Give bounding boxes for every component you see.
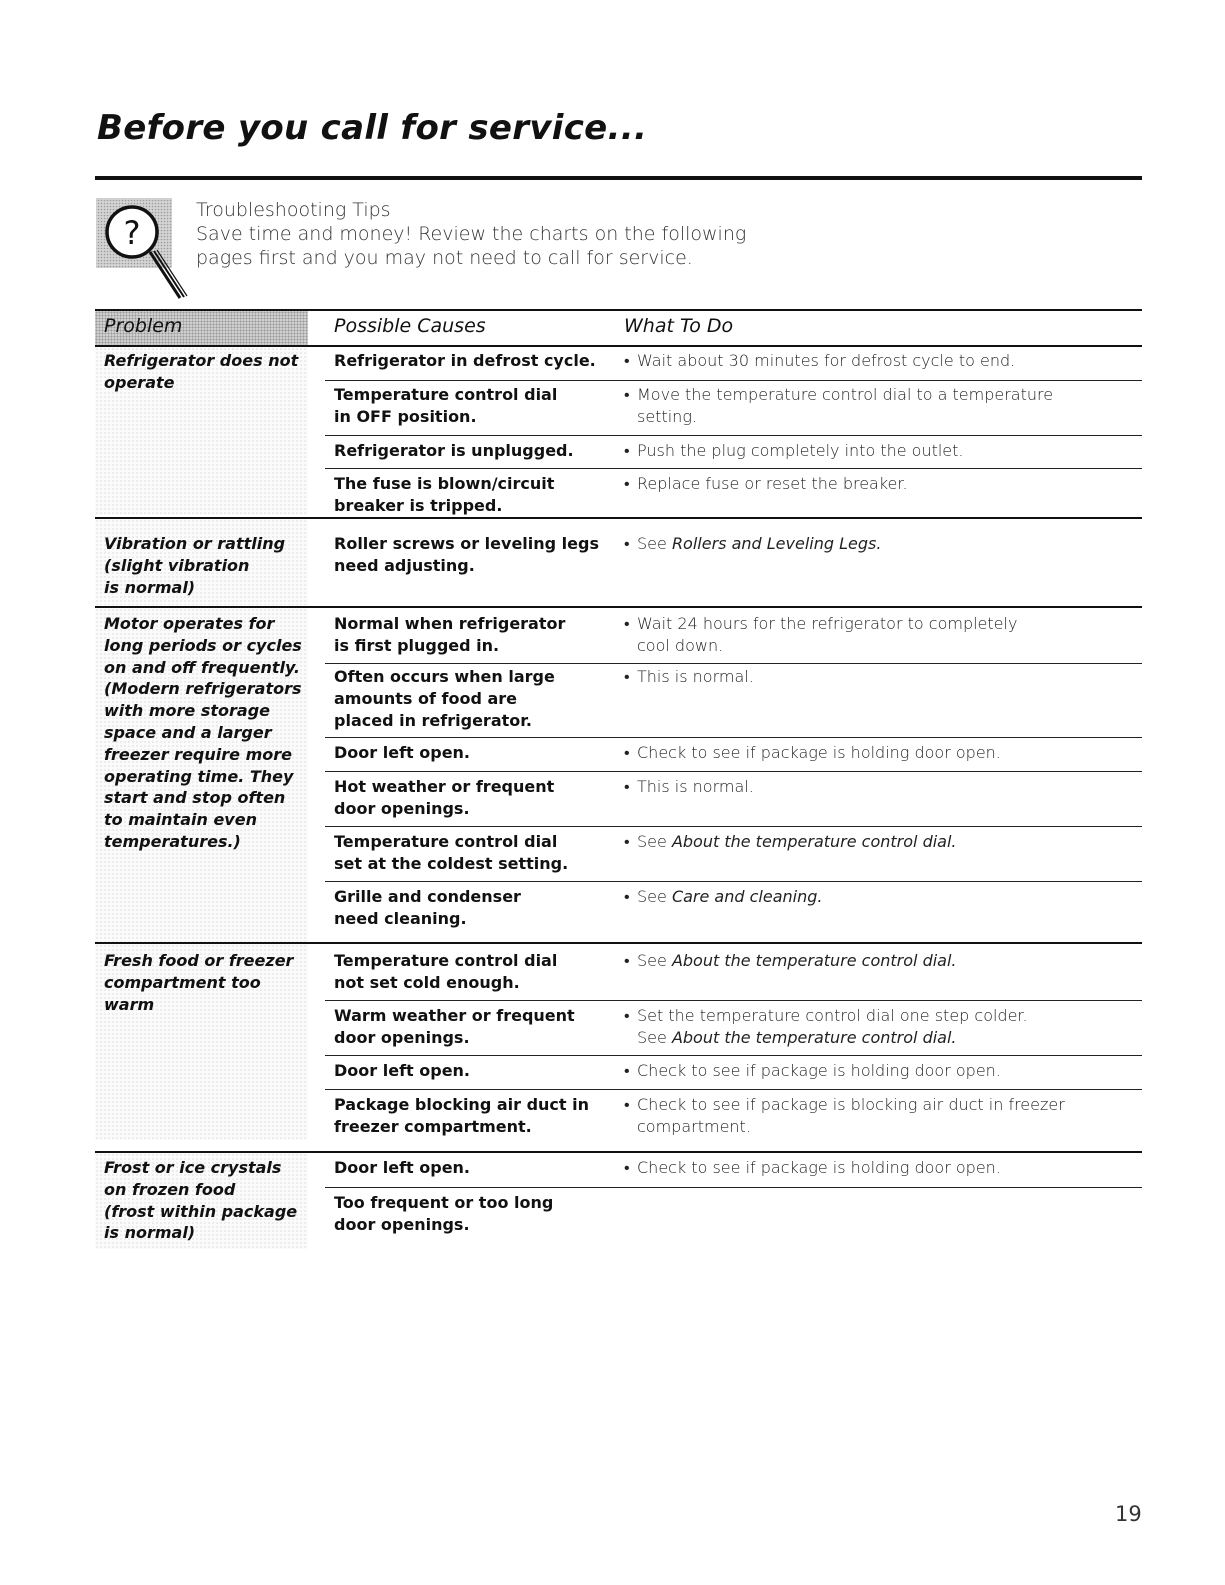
todo-line: Replace fuse or reset the breaker.: [637, 474, 908, 493]
problem-line: on frozen food: [104, 1179, 236, 1199]
cause-line: set at the coldest setting.: [334, 854, 569, 873]
cause-cell: [334, 1157, 604, 1179]
todo-cell: • This is normal.: [624, 777, 754, 796]
row-rule: [325, 1055, 1142, 1056]
todo-line: This is normal.: [637, 667, 754, 686]
todo-line: Wait about 30 minutes for defrost cycle to end.: [637, 351, 1016, 370]
cause-line: Refrigerator is unplugged.: [334, 441, 574, 460]
cause-cell: [334, 350, 604, 372]
svg-text:?: ?: [123, 214, 141, 252]
row-rule: [325, 826, 1142, 827]
problem-line: Motor operates for: [104, 614, 275, 633]
todo-prefix: See: [637, 951, 667, 970]
todo-reference: Rollers and Leveling Legs.: [671, 534, 882, 553]
todo-reference: About the temperature control dial.: [671, 951, 957, 970]
problem-line: (frost within package: [104, 1201, 298, 1221]
problem-line: Frost or ice crystals: [104, 1158, 282, 1177]
cause-line: Grille and condenser: [334, 887, 521, 906]
row-rule: [325, 1000, 1142, 1001]
tips-line-1: Save time and money! Review the charts on the following: [196, 223, 747, 245]
todo-prefix: See: [637, 534, 667, 553]
problem-line: Refrigerator does not: [104, 351, 299, 370]
troubleshooting-tips: [196, 198, 746, 270]
todo-reference: Care and cleaning.: [671, 887, 823, 906]
todo-line: compartment.: [637, 1117, 751, 1136]
problem-line: start and stop often: [104, 788, 286, 808]
row-rule: [325, 737, 1142, 738]
todo-cell: • See Rollers and Leveling Legs.: [624, 534, 882, 553]
problem-line: is normal): [104, 577, 196, 597]
row-rule: [325, 1187, 1142, 1188]
row-rule: [325, 1089, 1142, 1090]
tips-heading: Troubleshooting Tips: [196, 199, 391, 221]
cause-line: Roller screws or leveling legs: [334, 534, 599, 553]
cause-line: Refrigerator in defrost cycle.: [334, 351, 596, 370]
cause-cell: [334, 776, 604, 820]
cause-cell: [334, 1192, 604, 1236]
todo-cell: • See About the temperature control dial.: [624, 832, 957, 851]
cause-cell: [334, 473, 604, 517]
cause-cell: [334, 1060, 604, 1082]
cause-line: Temperature control dial: [334, 951, 558, 970]
problem-motor-operates-long-periods: [104, 613, 304, 853]
todo-prefix: See: [637, 832, 667, 851]
todo-line: Move the temperature control dial to a temperature: [637, 385, 1054, 404]
todo-line: Check to see if package is holding door open.: [637, 1061, 1001, 1080]
cause-line: Temperature control dial: [334, 385, 558, 404]
problem-line: freezer require more: [104, 744, 292, 764]
header-what-to-do: What To Do: [624, 315, 734, 337]
row-rule: [325, 771, 1142, 772]
todo-cell: • See Care and cleaning.: [624, 887, 823, 906]
problem-line: (Modern refrigerators: [104, 679, 302, 699]
cause-cell: [334, 1094, 604, 1138]
header-problem: Problem: [104, 315, 183, 337]
cause-cell: [334, 384, 604, 428]
cause-line: Normal when refrigerator: [334, 614, 566, 633]
cause-line: is first plugged in.: [334, 636, 500, 655]
todo-cell: • Move the temperature control dial to a temperature setting.: [624, 384, 1124, 428]
cause-line: in OFF position.: [334, 407, 477, 426]
cause-line: Often occurs when large: [334, 667, 555, 686]
problem-line: (slight vibration: [104, 555, 250, 575]
tips-line-2: pages first and you may not need to call for service.: [196, 247, 693, 269]
todo-cell: • Replace fuse or reset the breaker.: [624, 474, 908, 493]
todo-prefix: See: [637, 1028, 667, 1047]
cause-line: breaker is tripped.: [334, 496, 503, 515]
cause-line: Door left open.: [334, 743, 471, 762]
cause-line: Hot weather or frequent: [334, 777, 555, 796]
cause-line: need cleaning.: [334, 909, 467, 928]
todo-cell: • Wait about 30 minutes for defrost cycle to end.: [624, 351, 1016, 370]
cause-cell: [334, 742, 604, 764]
cause-line: need adjusting.: [334, 556, 475, 575]
todo-line: Wait 24 hours for the refrigerator to completely: [637, 614, 1018, 633]
row-rule: [325, 380, 1142, 381]
problem-line: long periods or cycles: [104, 635, 302, 655]
problem-line: Vibration or rattling: [104, 534, 286, 553]
todo-cell: • Check to see if package is blocking air duct in freezer compartment.: [624, 1094, 1124, 1138]
todo-line: Check to see if package is holding door open.: [637, 1158, 1001, 1177]
cause-cell: [334, 1005, 604, 1049]
problem-line: compartment too warm: [104, 972, 261, 1014]
problem-line: Fresh food or freezer: [104, 951, 294, 970]
problem-line: operating time. They: [104, 766, 294, 786]
todo-cell: • Check to see if package is holding door open.: [624, 1061, 1001, 1080]
todo-line: setting.: [637, 407, 697, 426]
todo-cell: • Check to see if package is holding door open.: [624, 1158, 1001, 1177]
question-magnifier-icon: [94, 196, 204, 304]
todo-prefix: See: [637, 887, 667, 906]
cause-line: door openings.: [334, 1215, 470, 1234]
problem-line: temperatures.): [104, 831, 241, 851]
cause-cell: [334, 533, 604, 577]
problem-line: to maintain even: [104, 810, 257, 830]
problem-refrigerator-does-not-operate: [104, 350, 304, 394]
row-rule: [325, 663, 1142, 664]
todo-cell: • Wait 24 hours for the refrigerator to completely cool down.: [624, 613, 1124, 657]
problem-line: space and a larger: [104, 722, 272, 742]
cause-line: placed in refrigerator.: [334, 711, 532, 730]
row-rule: [325, 881, 1142, 882]
problem-line: with more storage: [104, 701, 271, 721]
problem-vibration-or-rattling: [104, 533, 304, 598]
todo-line: Set the temperature control dial one step colder.: [637, 1006, 1028, 1025]
cause-line: Door left open.: [334, 1158, 471, 1177]
todo-reference: About the temperature control dial.: [671, 832, 957, 851]
row-rule: [325, 468, 1142, 469]
todo-line: Push the plug completely into the outlet.: [637, 441, 964, 460]
todo-reference: About the temperature control dial.: [671, 1028, 957, 1047]
cause-line: Package blocking air duct in: [334, 1095, 590, 1114]
problem-line: operate: [104, 372, 175, 392]
header-possible-causes: Possible Causes: [334, 315, 486, 337]
todo-line: Check to see if package is holding door open.: [637, 743, 1001, 762]
cause-cell: [334, 950, 604, 994]
cause-line: not set cold enough.: [334, 973, 520, 992]
page-title: Before you call for service...: [97, 108, 648, 148]
todo-line: This is normal.: [637, 777, 754, 796]
todo-line: cool down.: [637, 636, 724, 655]
title-divider: [95, 176, 1142, 180]
page-number: 19: [1115, 1502, 1142, 1526]
todo-cell: • Check to see if package is holding door open.: [624, 743, 1001, 762]
cause-line: Warm weather or frequent: [334, 1006, 575, 1025]
todo-line: Check to see if package is blocking air duct in freezer: [637, 1095, 1065, 1114]
problem-line: is normal): [104, 1223, 196, 1243]
cause-cell: [334, 831, 604, 875]
problem-compartment-too-warm: [104, 950, 304, 1015]
cause-line: Too frequent or too long: [334, 1193, 554, 1212]
row-rule: [325, 435, 1142, 436]
todo-cell: • Set the temperature control dial one step colder. See About the temperature control dial.: [624, 1006, 1028, 1047]
cause-line: freezer compartment.: [334, 1117, 532, 1136]
cause-cell: [334, 666, 604, 732]
cause-line: Temperature control dial: [334, 832, 558, 851]
cause-cell: [334, 613, 604, 657]
problem-line: on and off frequently.: [104, 657, 301, 677]
cause-line: Door left open.: [334, 1061, 471, 1080]
cause-cell: [334, 886, 604, 930]
todo-cell: • This is normal.: [624, 667, 754, 686]
cause-line: door openings.: [334, 1028, 470, 1047]
todo-cell: • See About the temperature control dial.: [624, 951, 957, 970]
cause-line: door openings.: [334, 799, 470, 818]
cause-line: amounts of food are: [334, 689, 518, 708]
cause-cell: [334, 440, 604, 462]
problem-frost-or-ice-crystals: [104, 1157, 304, 1244]
todo-cell: • Push the plug completely into the outlet.: [624, 441, 964, 460]
cause-line: The fuse is blown/circuit: [334, 474, 555, 493]
